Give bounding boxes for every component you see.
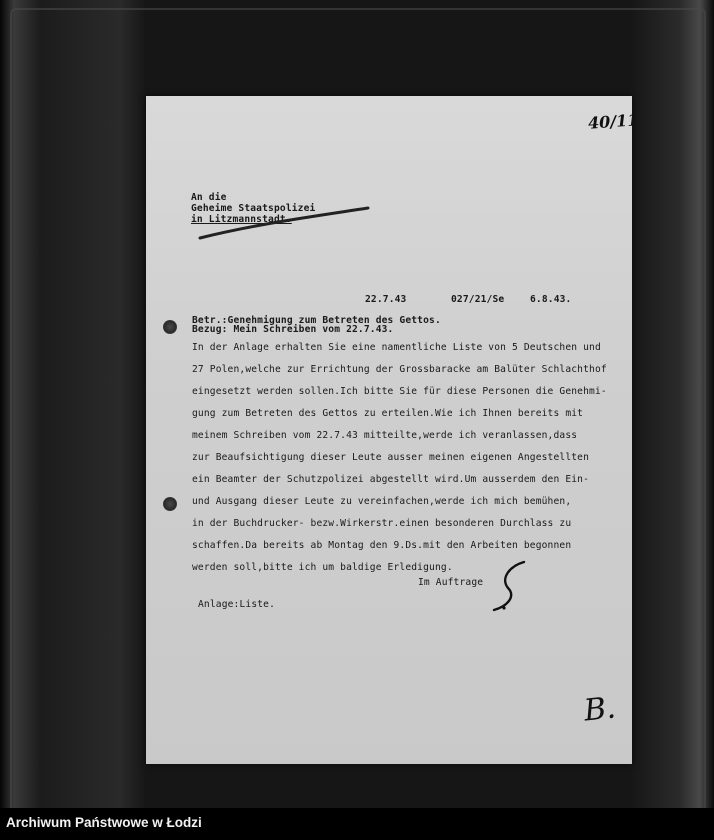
date-sent: 6.8.43.: [530, 294, 572, 305]
body-line: meinem Schreiben vom 22.7.43 mitteilte,werde ich veranlassen,dass: [192, 430, 578, 441]
subject-line: Betr.:Genehmigung zum Betreten des Gettos.: [192, 315, 441, 326]
body-line: und Ausgang dieser Leute zu vereinfachen,werde ich mich bemühen,: [192, 496, 572, 507]
body-line: werden soll,bitte ich um baldige Erledigung.: [192, 562, 453, 573]
addressee-line-3: in Litzmannstadt.: [191, 214, 292, 225]
handwritten-mark: B.: [582, 690, 618, 729]
body-line: in der Buchdrucker- bezw.Wirkerstr.einen besonderen Durchlass zu: [192, 518, 572, 529]
body-line: schaffen.Da bereits ab Montag den 9.Ds.mit den Arbeiten begonnen: [192, 540, 572, 551]
reference-line: Bezug: Mein Schreiben vom 22.7.43.: [192, 324, 394, 335]
enclosure-line: Anlage:Liste.: [198, 599, 276, 610]
signature: [488, 556, 538, 616]
archive-label: Archiwum Państwowe w Łodzi: [6, 815, 202, 830]
punch-hole-top: [163, 320, 177, 334]
strike-stroke: [196, 202, 396, 242]
closing-line: Im Auftrage: [418, 577, 484, 588]
body-line: gung zum Betreten des Gettos zu erteilen.Wie ich Ihnen bereits mit: [192, 408, 584, 419]
file-number: 027/21/Se: [451, 294, 505, 305]
body-line: ein Beamter der Schutzpolizei abgestellt wird.Um ausserdem den Ein-: [192, 474, 590, 485]
folio-number: 40/11: [587, 110, 639, 133]
body-line: eingesetzt werden sollen.Ich bitte Sie für diese Personen die Genehmi-: [192, 386, 607, 397]
addressee-line-2: Geheime Staatspolizei: [191, 203, 316, 214]
body-line: 27 Polen,welche zur Errichtung der Grossbaracke am Balüter Schlachthof: [192, 364, 607, 375]
punch-hole-bottom: [163, 497, 177, 511]
body-line: In der Anlage erhalten Sie eine namentliche Liste von 5 Deutschen und: [192, 342, 601, 353]
body-line: zur Beaufsichtigung dieser Leute ausser meinen eigenen Angestellten: [192, 452, 590, 463]
addressee-line-1: An die: [191, 192, 227, 203]
document-page: [146, 96, 639, 764]
date-reference: 22.7.43: [365, 294, 407, 305]
